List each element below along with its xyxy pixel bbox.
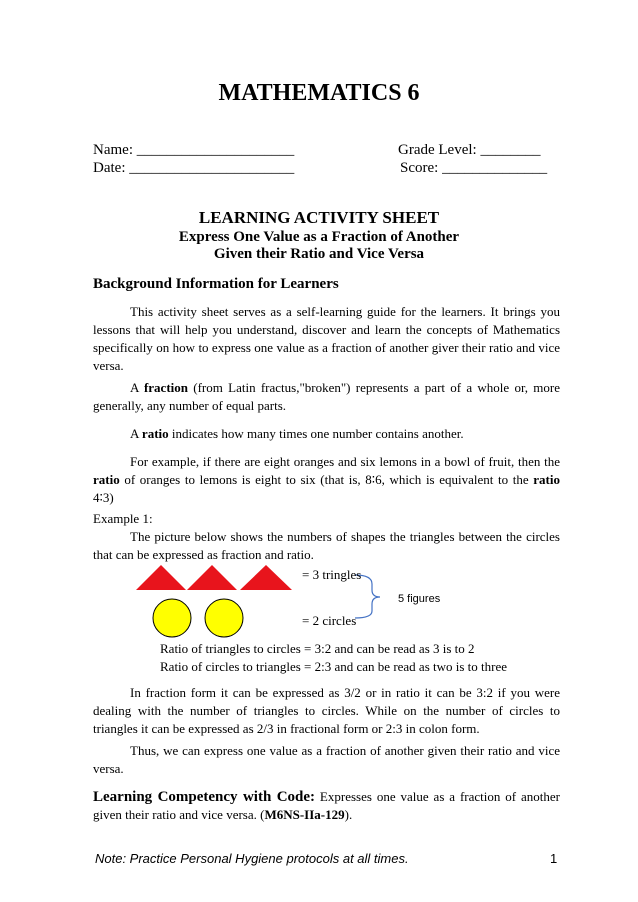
subtitle-line-2: Given their Ratio and Vice Versa bbox=[213, 246, 425, 262]
example-1-block bbox=[93, 510, 560, 564]
example-ratio-term-2: ratio bbox=[533, 472, 560, 487]
example-label: Example 1: bbox=[93, 511, 153, 526]
ratio-prefix: A bbox=[130, 426, 142, 441]
page-number: 1 bbox=[550, 851, 558, 866]
intro-paragraph bbox=[93, 303, 560, 375]
date-field: Date: ______________________ bbox=[93, 160, 295, 176]
fraction-term: fraction bbox=[143, 380, 188, 395]
fraction-paragraph bbox=[93, 379, 560, 415]
fraction-form-text: In fraction form it can be expressed as 3/2 or in ratio it can be 3:2 if you were dealing with the number of triangles to circles. While on the number of circles to triangles it can be expressed as 2/3 in fractional form or 2:3 in colon form. bbox=[93, 685, 560, 736]
thus-text: Thus, we can express one value as a fraction of another given their ratio and vice versa. bbox=[93, 743, 560, 776]
example-part-3: 4∶3) bbox=[93, 490, 114, 505]
ratio-lines bbox=[160, 640, 507, 676]
example-paragraph bbox=[93, 453, 560, 507]
example-part-2: of oranges to lemons is eight to six (that is, 8∶6, which is equivalent to the bbox=[119, 472, 534, 487]
score-field: Score: ______________ bbox=[400, 160, 548, 176]
footer-note: Note: Practice Personal Hygiene protocols at all times. bbox=[95, 851, 409, 866]
ratio-term: ratio bbox=[141, 426, 169, 441]
circle-shape bbox=[205, 599, 243, 637]
fraction-form-paragraph bbox=[93, 684, 560, 738]
name-field: Name: _____________________ bbox=[93, 142, 295, 158]
example-part-1: For example, if there are eight oranges and six lemons in a bowl of fruit, then the bbox=[130, 454, 560, 469]
figures-total-label: 5 figures bbox=[398, 593, 441, 605]
triangle-shape bbox=[240, 565, 292, 590]
ratio-circles-to-triangles: Ratio of circles to triangles = 2:3 and can be read as two is to three bbox=[160, 659, 508, 674]
competency-heading: Learning Competency with Code: bbox=[93, 789, 316, 805]
triangle-shape bbox=[136, 565, 186, 590]
competency-text: Expresses one value as a fraction of another given their ratio and vice versa. ( bbox=[93, 789, 560, 822]
competency-code: M6NS-IIa-129 bbox=[264, 807, 345, 822]
example-ratio-term-1: ratio bbox=[93, 472, 120, 487]
fraction-prefix: A bbox=[130, 380, 144, 395]
ratio-rest: indicates how many times one number contains another. bbox=[168, 426, 464, 441]
sheet-title: LEARNING ACTIVITY SHEET bbox=[198, 208, 440, 227]
circles-label: = 2 circles bbox=[302, 613, 357, 628]
triangle-shape bbox=[187, 565, 237, 590]
ratio-paragraph bbox=[93, 425, 560, 443]
shapes-figure bbox=[0, 560, 638, 645]
intro-text: This activity sheet serves as a self-learning guide for the learners. It brings you lessons that will help you understand, discover and learn the concepts of Mathematics specifically on how to express one value as a fraction of another giver their ratio and vice versa. bbox=[93, 304, 560, 373]
learning-competency bbox=[93, 788, 560, 824]
triangles-label: = 3 tringles bbox=[302, 567, 362, 582]
grade-level-field: Grade Level: ________ bbox=[398, 142, 541, 158]
competency-end: ). bbox=[344, 807, 353, 822]
page-title: MATHEMATICS 6 bbox=[218, 80, 420, 106]
fraction-rest: (from Latin fractus,"broken") represents a part of a whole or, more generally, any number of equal parts. bbox=[93, 380, 561, 413]
circle-shape bbox=[153, 599, 191, 637]
ratio-triangles-to-circles: Ratio of triangles to circles = 3:2 and can be read as 3 is to 2 bbox=[160, 641, 475, 656]
background-heading: Background Information for Learners bbox=[93, 276, 339, 292]
subtitle-line-1: Express One Value as a Fraction of Another bbox=[178, 229, 460, 245]
example-description: The picture below shows the numbers of shapes the triangles between the circles that can be expressed as fraction and ratio. bbox=[93, 529, 560, 562]
thus-paragraph bbox=[93, 742, 560, 778]
